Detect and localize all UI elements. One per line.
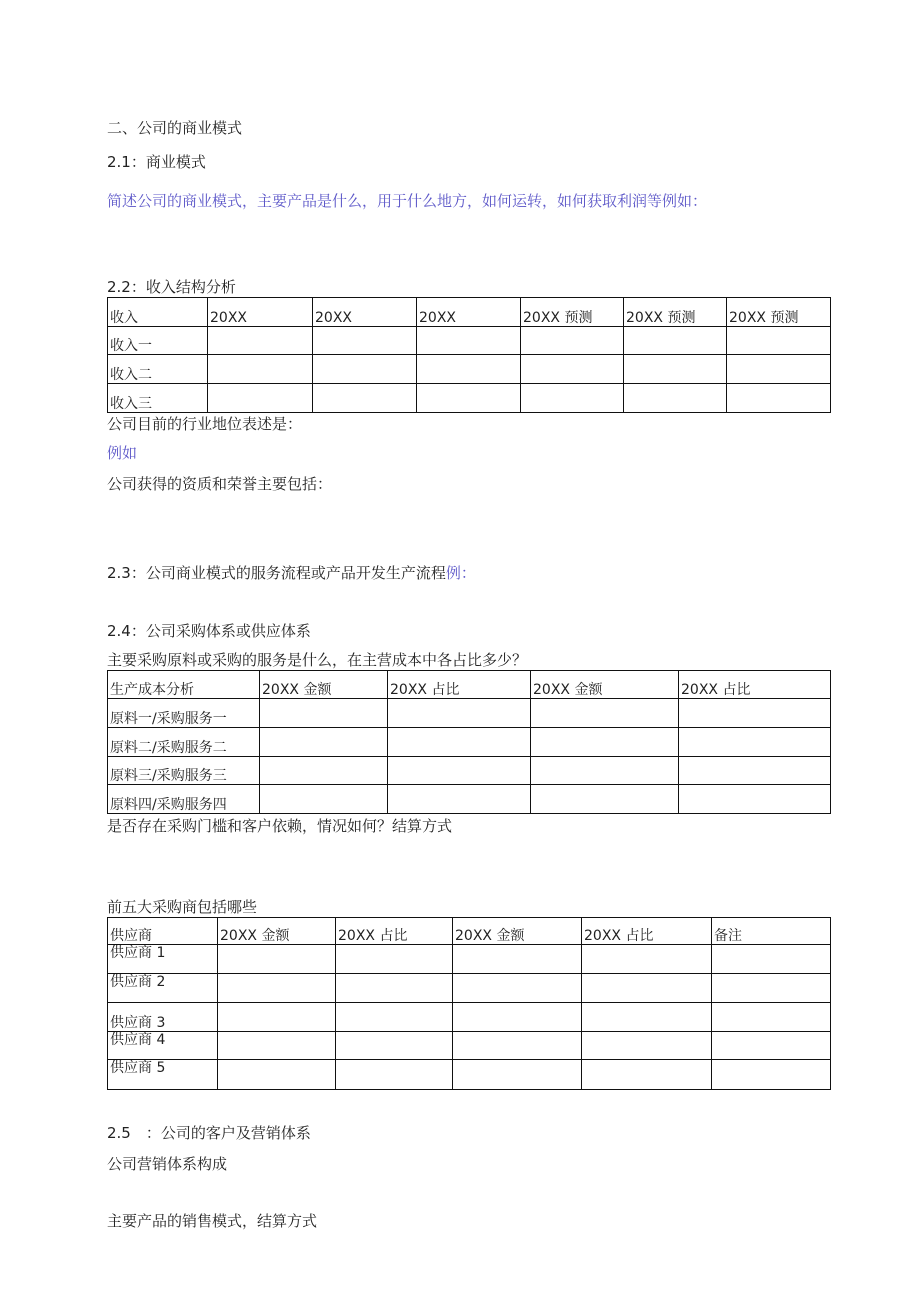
cost-cell: 原料二/采购服务二: [108, 728, 260, 757]
supplier-cell: [712, 1060, 831, 1090]
supplier-row: [108, 1060, 831, 1090]
supplier-cell: [336, 1003, 453, 1032]
supplier-cell: [453, 1032, 582, 1060]
supplier-header-cell: 供应商: [108, 918, 218, 945]
income-cell: [727, 384, 831, 413]
sales-mode-text: 主要产品的销售模式，结算方式: [107, 1212, 318, 1230]
top5-suppliers-title: 前五大采购商包括哪些: [107, 898, 258, 916]
supplier-cell: [218, 1032, 336, 1060]
supplier-cell: [582, 1003, 712, 1032]
income-cell: [417, 355, 521, 384]
supplier-cell: [712, 974, 831, 1003]
cost-header-cell: 20XX 占比: [679, 671, 831, 699]
cost-cell: [679, 785, 831, 814]
supplier-header-row: [108, 918, 831, 945]
income-cell: [624, 327, 727, 355]
cost-cell: [679, 699, 831, 728]
supplier-row: [108, 1003, 831, 1032]
cost-cell: [388, 728, 531, 757]
income-row: [108, 384, 831, 413]
income-cell: [313, 327, 417, 355]
heading-2-3: [107, 563, 476, 583]
section-title: 二、公司的商业模式: [107, 119, 243, 137]
supplier-row: [108, 1032, 831, 1060]
supplier-cell: [453, 945, 582, 974]
income-cell: [313, 355, 417, 384]
cost-row: [108, 699, 831, 728]
cost-cell: [531, 785, 679, 814]
cost-cell: [531, 757, 679, 785]
supplier-header-cell: 20XX 金额: [218, 918, 336, 945]
heading-2-2: 2.2：收入结构分析: [107, 278, 236, 296]
cost-header-cell: 生产成本分析: [108, 671, 260, 699]
income-cell: [208, 355, 313, 384]
income-row: [108, 355, 831, 384]
industry-position-text: 公司目前的行业地位表述是：: [107, 415, 303, 433]
income-cell: 收入三: [108, 384, 208, 413]
income-cell: [417, 327, 521, 355]
cost-cell: [679, 728, 831, 757]
production-cost-table: [107, 670, 831, 814]
heading-2-1: 2.1：商业模式: [107, 153, 206, 171]
cost-row: [108, 728, 831, 757]
business-model-example: 例如：: [662, 192, 708, 210]
supplier-cell: [582, 1060, 712, 1090]
income-cell: [521, 355, 624, 384]
supplier-cell: 供应商 4: [108, 1032, 218, 1060]
cost-header-cell: 20XX 金额: [531, 671, 679, 699]
supplier-cell: [336, 1032, 453, 1060]
supplier-cell: [453, 974, 582, 1003]
cost-cell: [531, 728, 679, 757]
supplier-cell: [582, 945, 712, 974]
heading-2-3-text: 2.3：公司商业模式的服务流程或产品开发生产流程: [107, 564, 446, 582]
threshold-question: 是否存在采购门槛和客户依赖，情况如何？结算方式: [107, 817, 453, 835]
income-header-cell: 20XX 预测: [521, 298, 624, 327]
supplier-row: [108, 945, 831, 974]
supplier-row: [108, 974, 831, 1003]
supplier-cell: [712, 1003, 831, 1032]
honors-text: 公司获得的资质和荣誉主要包括：: [107, 475, 333, 493]
cost-cell: [388, 699, 531, 728]
example-text: 例如: [107, 444, 138, 462]
procurement-question: 主要采购原料或采购的服务是什么，在主营成本中各占比多少？: [107, 651, 528, 669]
supplier-cell: [453, 1003, 582, 1032]
supplier-cell: 供应商 2: [108, 974, 218, 1003]
income-header-cell: 20XX 预测: [624, 298, 727, 327]
income-cell: [313, 384, 417, 413]
cost-cell: [260, 699, 388, 728]
marketing-system-text: 公司营销体系构成: [107, 1155, 228, 1173]
income-cell: 收入二: [108, 355, 208, 384]
income-cell: [727, 327, 831, 355]
income-header-cell: 收入: [108, 298, 208, 327]
cost-cell: [388, 757, 531, 785]
cost-cell: 原料四/采购服务四: [108, 785, 260, 814]
supplier-cell: [218, 1003, 336, 1032]
cost-cell: 原料三/采购服务三: [108, 757, 260, 785]
cost-cell: [388, 785, 531, 814]
cost-cell: [260, 757, 388, 785]
supplier-cell: [218, 974, 336, 1003]
supplier-cell: [453, 1060, 582, 1090]
cost-row: [108, 785, 831, 814]
supplier-cell: [336, 974, 453, 1003]
supplier-cell: [712, 1032, 831, 1060]
income-cell: [521, 327, 624, 355]
cost-cell: [531, 699, 679, 728]
supplier-cell: [336, 1060, 453, 1090]
cost-header-cell: 20XX 金额: [260, 671, 388, 699]
business-model-text: 简述公司的商业模式，主要产品是什么，用于什么地方，如何运转，如何获取利润等: [107, 192, 663, 210]
supplier-cell: [336, 945, 453, 974]
income-cell: [208, 327, 313, 355]
supplier-cell: [218, 1060, 336, 1090]
income-cell: [521, 384, 624, 413]
supplier-header-cell: 20XX 占比: [336, 918, 453, 945]
supplier-cell: 供应商 3: [108, 1003, 218, 1032]
cost-header-row: [108, 671, 831, 699]
income-header-cell: 20XX: [208, 298, 313, 327]
heading-2-4: 2.4：公司采购体系或供应体系: [107, 622, 311, 640]
income-cell: [727, 355, 831, 384]
cost-row: [108, 757, 831, 785]
supplier-cell: [582, 974, 712, 1003]
cost-cell: [260, 785, 388, 814]
supplier-table: [107, 917, 831, 1090]
cost-cell: 原料一/采购服务一: [108, 699, 260, 728]
income-header-cell: 20XX 预测: [727, 298, 831, 327]
supplier-cell: [582, 1032, 712, 1060]
supplier-header-cell: 20XX 金额: [453, 918, 582, 945]
cost-cell: [260, 728, 388, 757]
supplier-header-cell: 20XX 占比: [582, 918, 712, 945]
income-cell: [624, 355, 727, 384]
income-cell: [417, 384, 521, 413]
income-structure-table: [107, 297, 831, 413]
heading-2-5: 2.5 ：公司的客户及营销体系: [107, 1124, 311, 1142]
cost-header-cell: 20XX 占比: [388, 671, 531, 699]
heading-2-3-example: 例：: [445, 564, 476, 582]
supplier-cell: 供应商 5: [108, 1060, 218, 1090]
supplier-header-cell: 备注: [712, 918, 831, 945]
income-header-row: [108, 298, 831, 327]
income-cell: [624, 384, 727, 413]
income-header-cell: 20XX: [313, 298, 417, 327]
income-row: [108, 327, 831, 355]
supplier-cell: [218, 945, 336, 974]
income-cell: [208, 384, 313, 413]
cost-cell: [679, 757, 831, 785]
income-header-cell: 20XX: [417, 298, 521, 327]
supplier-cell: [712, 945, 831, 974]
income-cell: 收入一: [108, 327, 208, 355]
supplier-cell: 供应商 1: [108, 945, 218, 974]
business-model-description: [107, 191, 707, 211]
